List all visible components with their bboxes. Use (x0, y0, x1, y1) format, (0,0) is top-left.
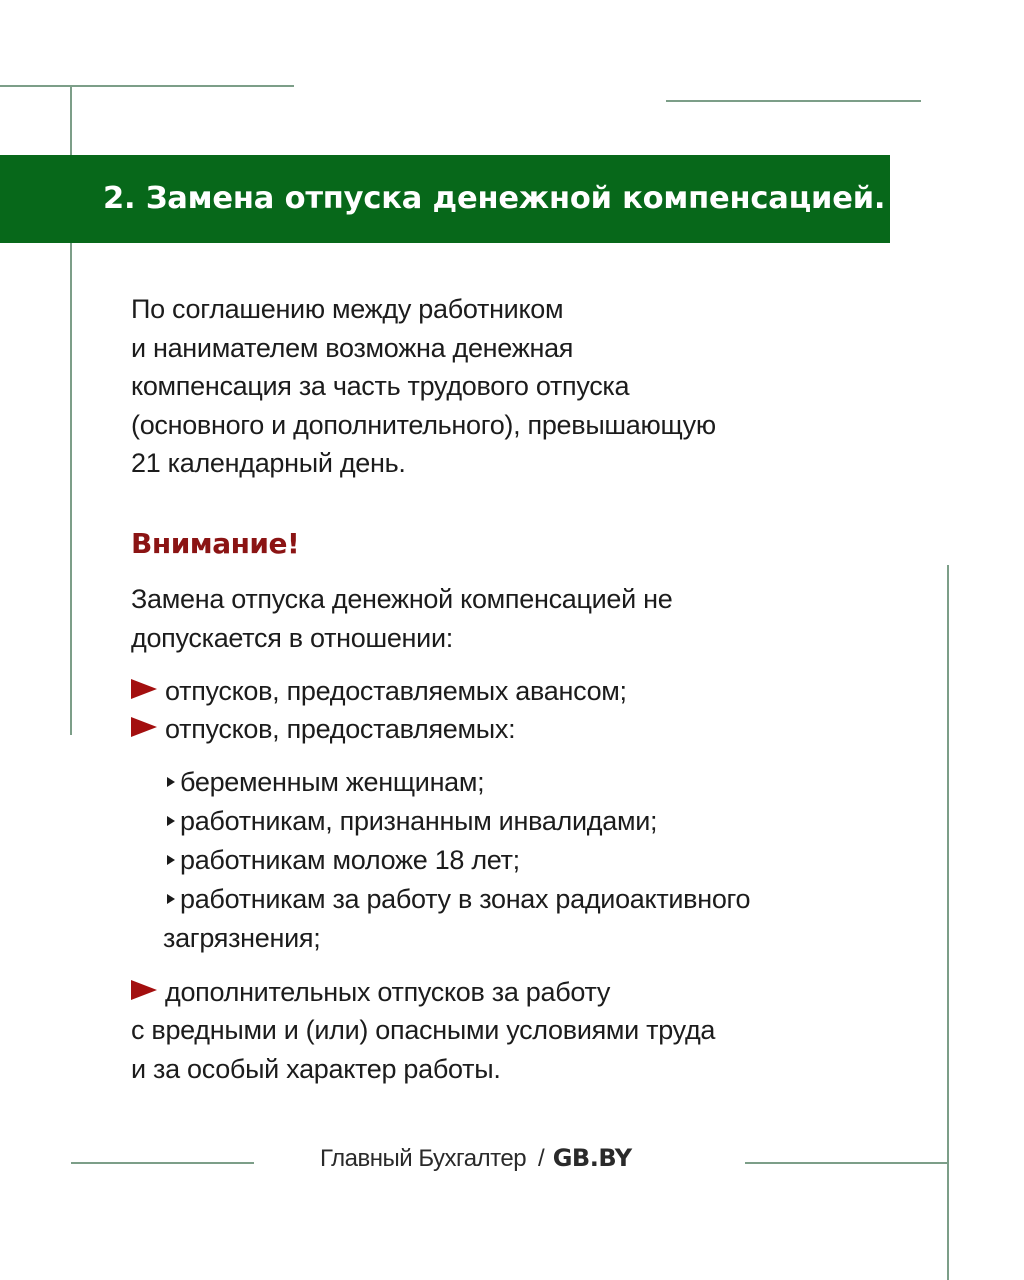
list-item (131, 973, 610, 1012)
frame-line-top-left (0, 85, 294, 87)
title-banner (0, 155, 890, 243)
frame-line-footer-left (71, 1162, 254, 1164)
list-item-text: дополнительных отпусков за работу (165, 977, 611, 1007)
frame-line-right-vertical (947, 565, 949, 1280)
list-item (131, 672, 627, 711)
intro-line: и нанимателем возможна денежная (131, 332, 574, 363)
frame-line-top-right (666, 100, 921, 102)
sub-list-item (167, 802, 657, 841)
list-item-text: отпусков, предоставляемых авансом; (165, 676, 627, 706)
sub-list-item-text: беременным женщинам; (180, 767, 485, 797)
triangle-bullet-icon (167, 777, 175, 787)
arrow-bullet-icon (131, 980, 157, 1000)
arrow-bullet-icon (131, 679, 157, 699)
sub-list-item-text: работникам, признанным инвалидами; (180, 806, 658, 836)
brand-name: Главный Бухгалтер (320, 1145, 527, 1172)
brand-logo (320, 1144, 632, 1173)
page-title: 2. Замена отпуска денежной компенсацией. (103, 181, 886, 216)
list-item-continuation: и за особый характер работы. (131, 1054, 501, 1084)
list-item-text: отпусков, предоставляемых: (165, 714, 516, 744)
sub-list-item-text: работникам за работу в зонах радиоактивного (180, 884, 751, 914)
sub-list-item-text: работникам моложе 18 лет; (180, 845, 520, 875)
list-item-continuation: с вредными и (или) опасными условиями труда (131, 1015, 716, 1045)
sub-list-item (167, 763, 484, 802)
attention-heading: Внимание! (131, 527, 300, 560)
intro-line: (основного и дополнительного), превышающую (131, 409, 716, 440)
attention-line: допускается в отношении: (131, 622, 453, 653)
intro-line: 21 календарный день. (131, 448, 406, 478)
triangle-bullet-icon (167, 894, 175, 904)
sub-list-item-continuation: загрязнения; (163, 923, 321, 953)
intro-line: компенсация за часть трудового отпуска (131, 371, 630, 401)
brand-separator: / (538, 1145, 545, 1172)
intro-paragraph (131, 290, 716, 483)
triangle-bullet-icon (167, 816, 175, 826)
attention-line: Замена отпуска денежной компенсацией не (131, 584, 673, 614)
sub-list-item (167, 880, 750, 919)
intro-line: По соглашению между работником (131, 294, 564, 324)
attention-paragraph (131, 580, 672, 657)
sub-list-item (167, 841, 520, 880)
frame-line-footer-right (745, 1162, 948, 1164)
triangle-bullet-icon (167, 855, 175, 865)
brand-domain: GB.BY (552, 1144, 632, 1172)
arrow-bullet-icon (131, 717, 157, 737)
list-item (131, 710, 515, 749)
